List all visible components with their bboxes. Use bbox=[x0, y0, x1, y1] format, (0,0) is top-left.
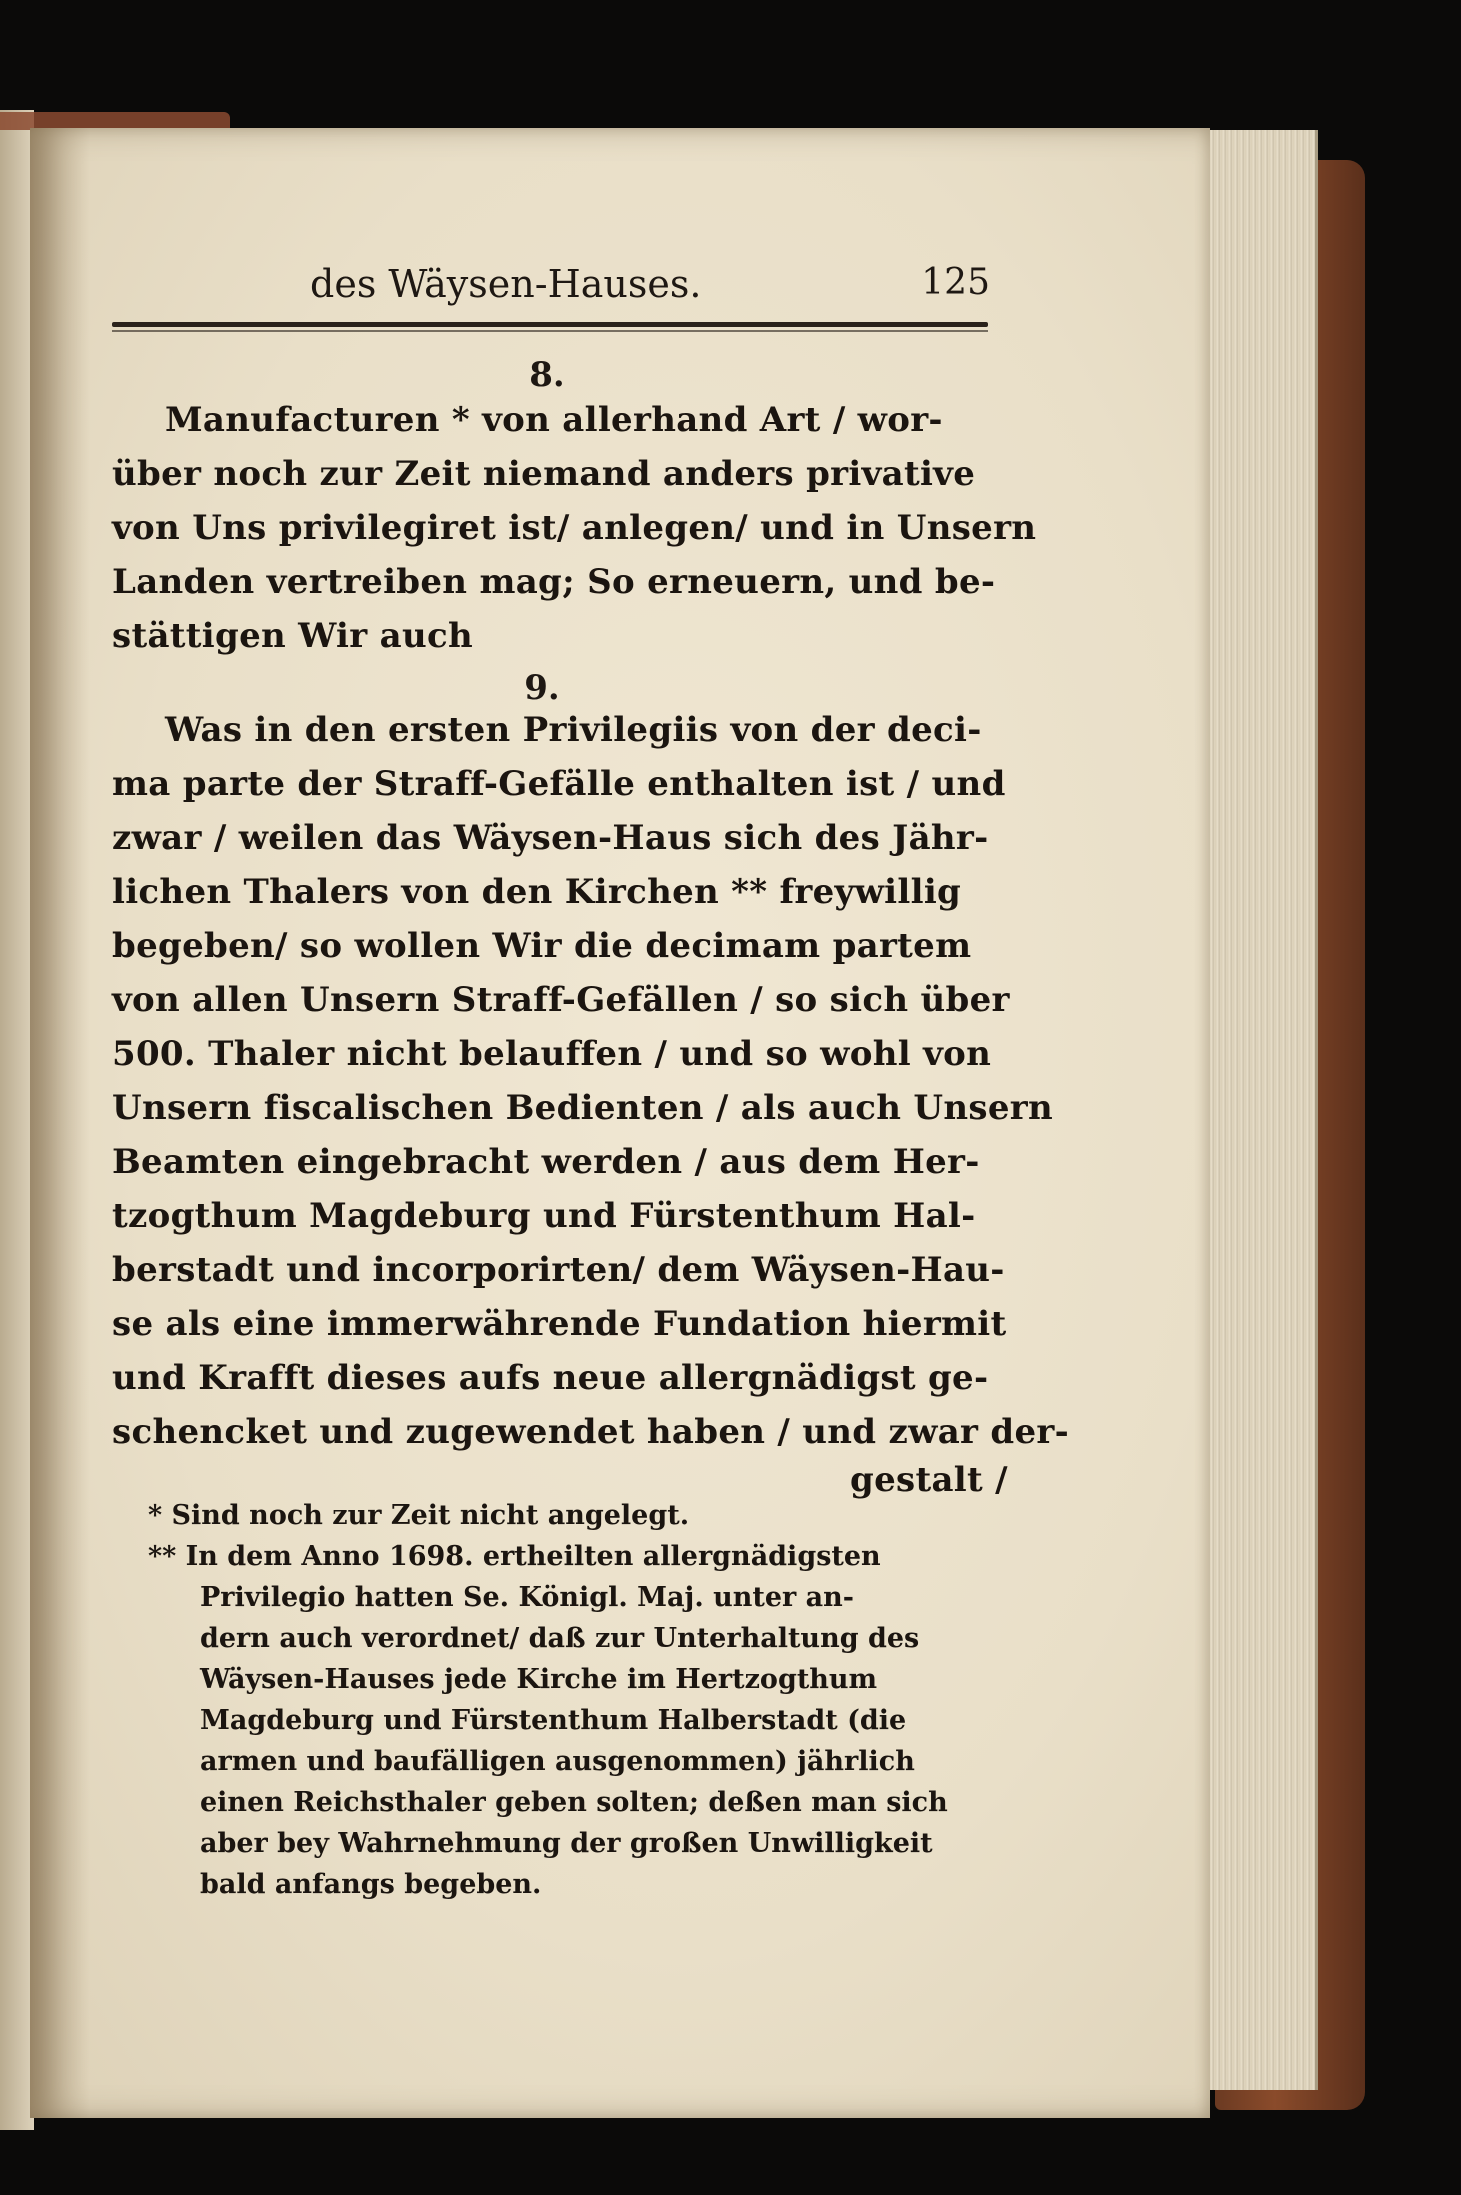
text-line: se als eine immerwährende Fundation hiermit bbox=[112, 1304, 1007, 1344]
text-line: Unsern fiscalischen Bedienten / als auch Unsern bbox=[112, 1088, 1053, 1128]
catchword: gestalt / bbox=[850, 1460, 1008, 1500]
text-line: 500. Thaler nicht belauffen / und so wohl von bbox=[112, 1034, 992, 1074]
header-rule-thin bbox=[112, 330, 988, 332]
footnote-line: einen Reichsthaler geben solten; deßen man sich bbox=[200, 1787, 948, 1818]
page-header bbox=[310, 262, 990, 322]
footnote-line: armen und baufälligen ausgenommen) jährlich bbox=[200, 1746, 915, 1777]
footnote-line: Magdeburg und Fürstenthum Halberstadt (die bbox=[200, 1705, 907, 1736]
text-line: schencket und zugewendet haben / und zwar der- bbox=[112, 1412, 1070, 1452]
footnote: ** In dem Anno 1698. ertheilten allergnädigsten bbox=[148, 1541, 881, 1572]
text-line: Manufacturen * von allerhand Art / wor- bbox=[165, 400, 943, 440]
text-line: zwar / weilen das Wäysen-Haus sich des Jähr- bbox=[112, 818, 989, 858]
text-line: und Krafft dieses aufs neue allergnädigst ge- bbox=[112, 1358, 989, 1398]
text-line: berstadt und incorporirten/ dem Wäysen-Hau- bbox=[112, 1250, 1005, 1290]
footnote: * Sind noch zur Zeit nicht angelegt. bbox=[148, 1500, 690, 1531]
page-number: 125 bbox=[921, 262, 990, 303]
footnote-line: Privilegio hatten Se. Königl. Maj. unter an- bbox=[200, 1582, 854, 1613]
text-line: Landen vertreiben mag; So erneuern, und be- bbox=[112, 562, 996, 602]
page-gutter-shadow bbox=[30, 128, 90, 2118]
section-number: 9. bbox=[524, 668, 560, 708]
header-rule bbox=[112, 322, 988, 327]
text-line: über noch zur Zeit niemand anders privative bbox=[112, 454, 976, 494]
section-number: 8. bbox=[529, 355, 565, 395]
footnote-line: aber bey Wahrnehmung der großen Unwilligkeit bbox=[200, 1828, 933, 1859]
footnote-line: bald anfangs begeben. bbox=[200, 1869, 542, 1900]
previous-page-edge bbox=[0, 110, 34, 2130]
text-line: ma parte der Straff-Gefälle enthalten ist / und bbox=[112, 764, 1006, 804]
text-line: Was in den ersten Privilegiis von der deci- bbox=[165, 710, 982, 750]
footnote-line: dern auch verordnet/ daß zur Unterhaltung des bbox=[200, 1623, 920, 1654]
text-line: von Uns privilegiret ist/ anlegen/ und in Unsern bbox=[112, 508, 1037, 548]
footnote-line: Wäysen-Hauses jede Kirche im Hertzogthum bbox=[200, 1664, 878, 1695]
text-line: begeben/ so wollen Wir die decimam partem bbox=[112, 926, 972, 966]
text-line: stättigen Wir auch bbox=[112, 616, 473, 656]
text-line: lichen Thalers von den Kirchen ** freywillig bbox=[112, 872, 962, 912]
text-line: Beamten eingebracht werden / aus dem Her- bbox=[112, 1142, 980, 1182]
text-line: tzogthum Magdeburg und Fürstenthum Hal- bbox=[112, 1196, 976, 1236]
text-line: von allen Unsern Straff-Gefällen / so sich über bbox=[112, 980, 1010, 1020]
running-head: des Wäysen-Hauses. bbox=[310, 262, 702, 306]
